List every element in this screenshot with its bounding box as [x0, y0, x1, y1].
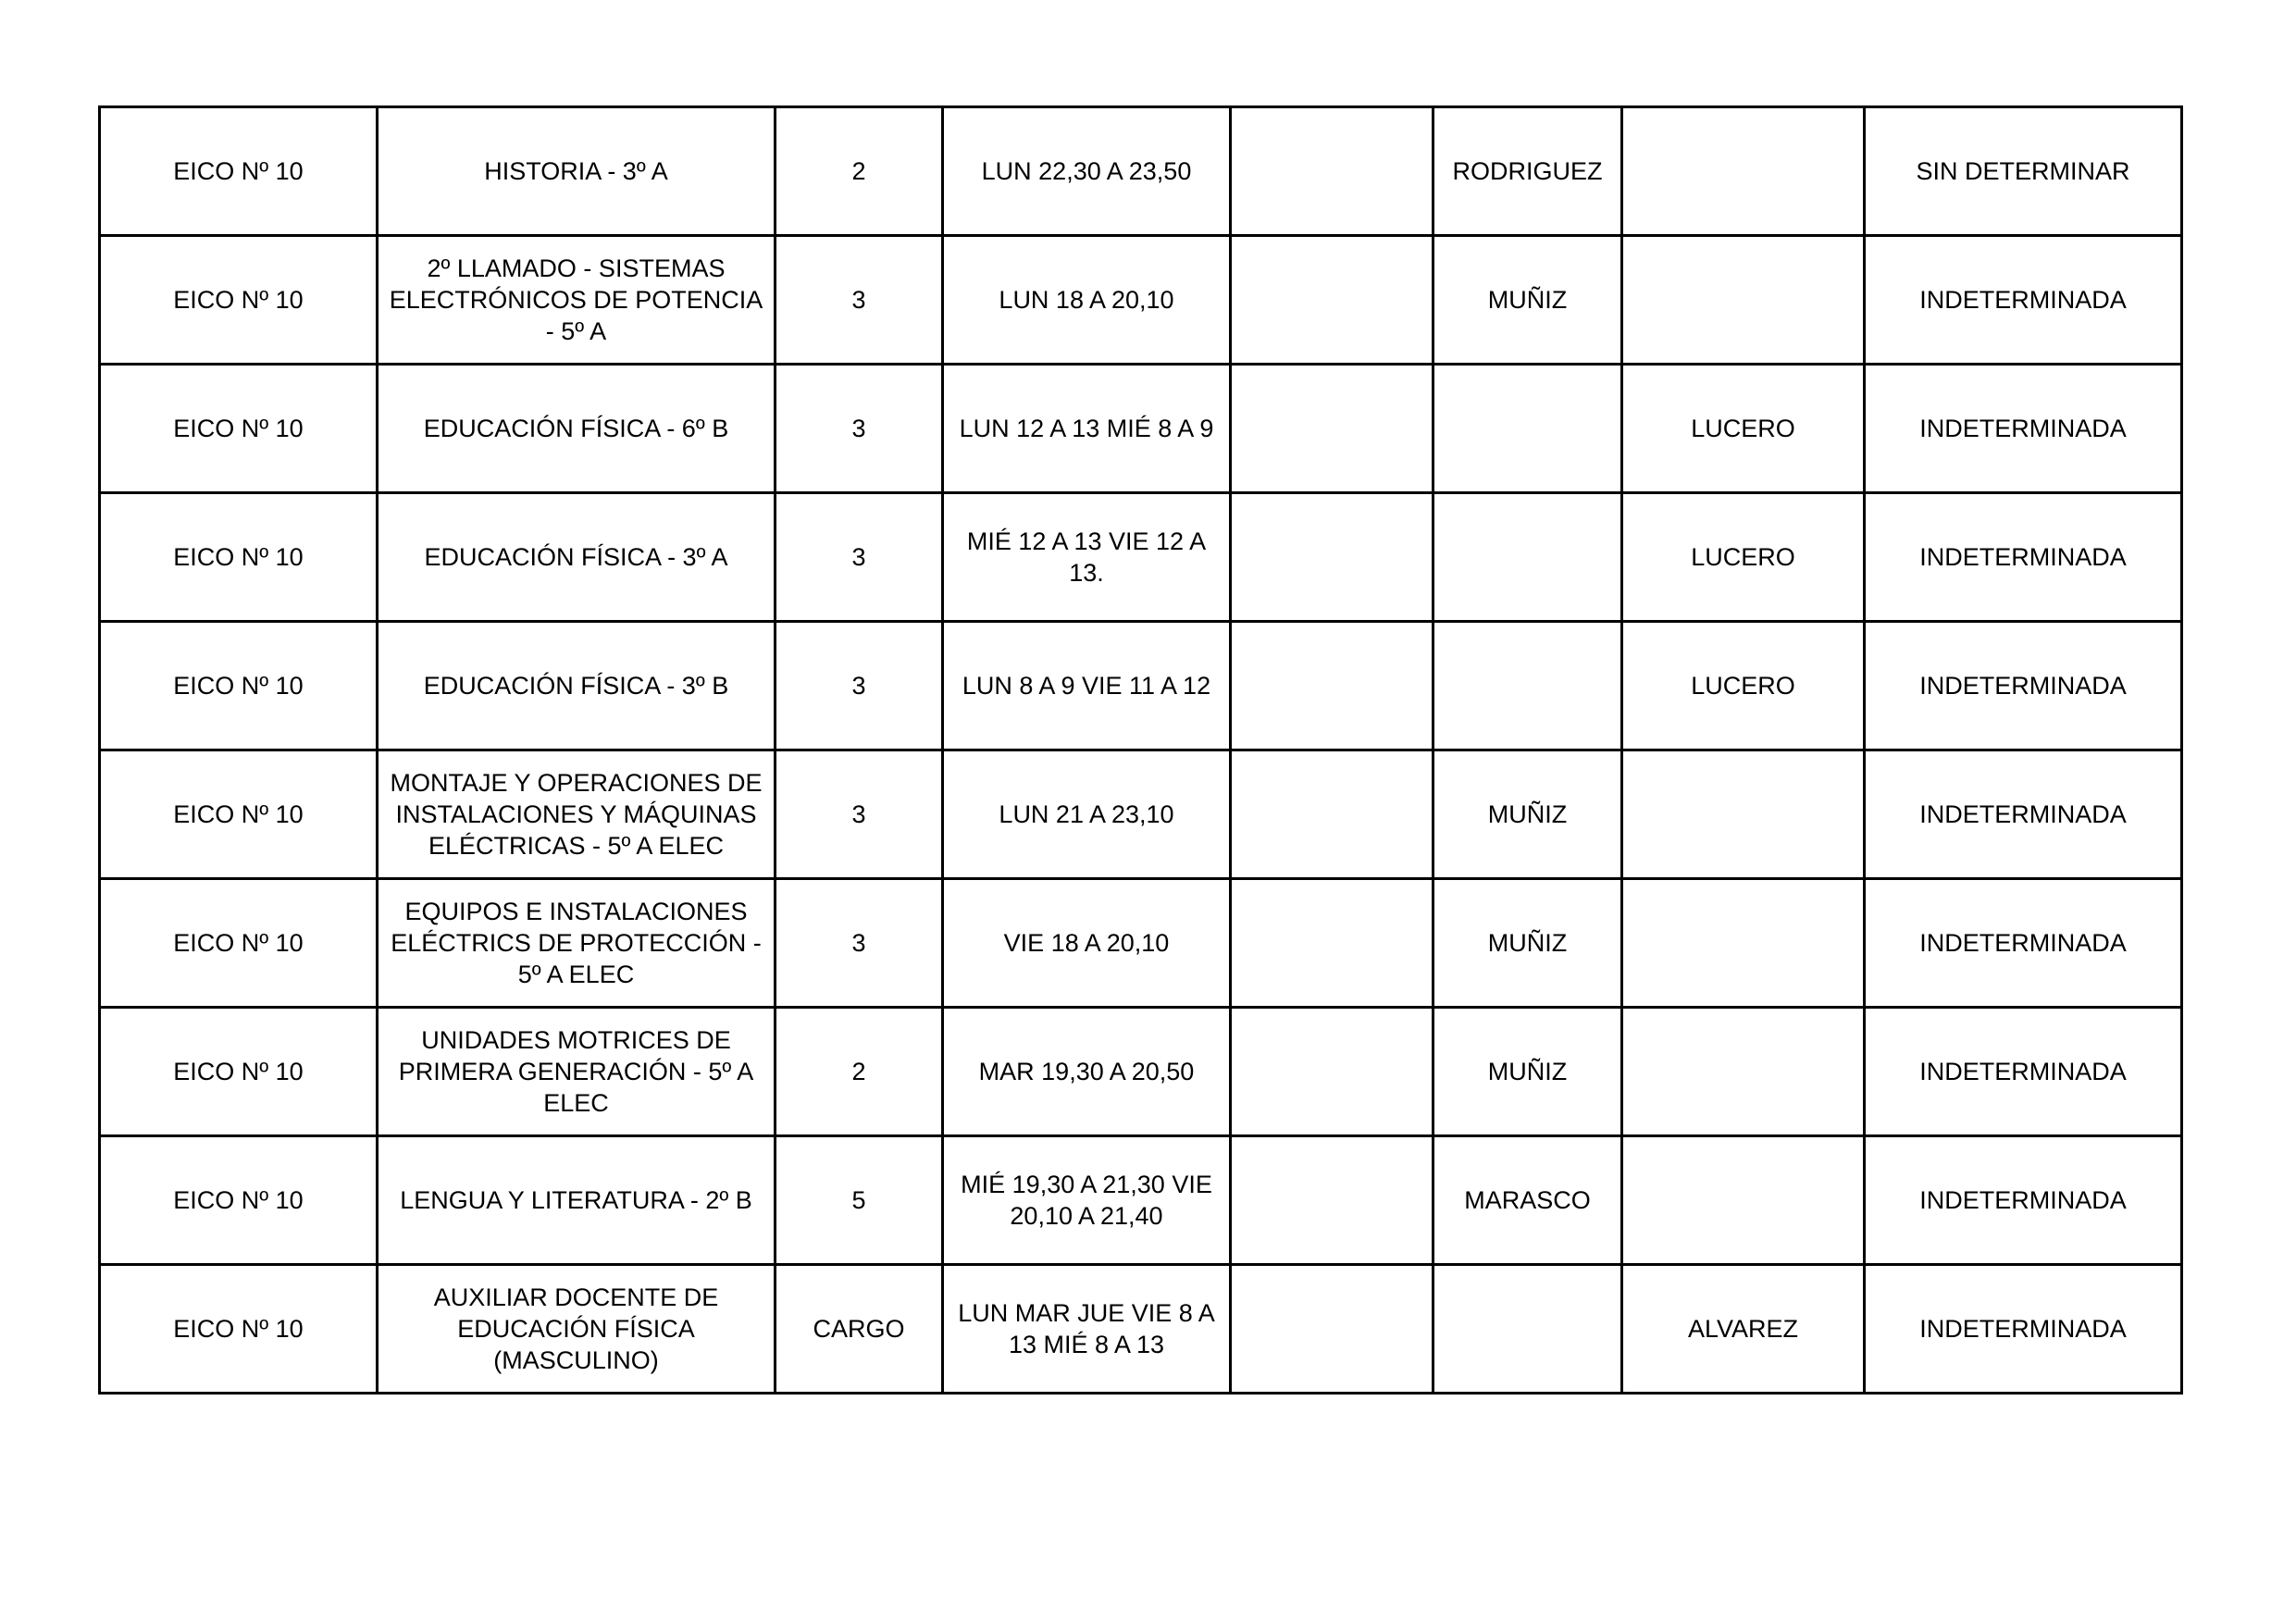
schedule-table: [98, 105, 2183, 1395]
substitute-cell: [1622, 1008, 1865, 1136]
substitute-cell: ALVAREZ: [1622, 1265, 1865, 1394]
hours-cell: 3: [776, 236, 943, 365]
subject-cell: EDUCACIÓN FÍSICA - 3º B: [378, 622, 776, 750]
school-cell: EICO Nº 10: [100, 1008, 378, 1136]
table-row: [100, 365, 2182, 493]
duration-cell: INDETERMINADA: [1865, 1008, 2182, 1136]
substitute-cell: LUCERO: [1622, 622, 1865, 750]
schedule-body: [100, 107, 2182, 1394]
schedule-cell: LUN 8 A 9 VIE 11 A 12: [943, 622, 1231, 750]
blank-cell: [1231, 493, 1433, 622]
blank-cell: [1231, 622, 1433, 750]
substitute-cell: LUCERO: [1622, 493, 1865, 622]
teacher-cell: RODRIGUEZ: [1433, 107, 1622, 236]
duration-cell: INDETERMINADA: [1865, 622, 2182, 750]
subject-cell: EDUCACIÓN FÍSICA - 3º A: [378, 493, 776, 622]
schedule-cell: LUN 22,30 A 23,50: [943, 107, 1231, 236]
substitute-cell: [1622, 1136, 1865, 1265]
duration-cell: INDETERMINADA: [1865, 750, 2182, 879]
blank-cell: [1231, 107, 1433, 236]
school-cell: EICO Nº 10: [100, 493, 378, 622]
schedule-cell: MAR 19,30 A 20,50: [943, 1008, 1231, 1136]
duration-cell: INDETERMINADA: [1865, 1265, 2182, 1394]
hours-cell: 3: [776, 750, 943, 879]
table-row: [100, 1265, 2182, 1394]
substitute-cell: [1622, 750, 1865, 879]
school-cell: EICO Nº 10: [100, 879, 378, 1008]
teacher-cell: MUÑIZ: [1433, 1008, 1622, 1136]
duration-cell: SIN DETERMINAR: [1865, 107, 2182, 236]
table-row: [100, 879, 2182, 1008]
blank-cell: [1231, 750, 1433, 879]
table-row: [100, 107, 2182, 236]
subject-cell: HISTORIA - 3º A: [378, 107, 776, 236]
schedule-cell: LUN 12 A 13 MIÉ 8 A 9: [943, 365, 1231, 493]
school-cell: EICO Nº 10: [100, 750, 378, 879]
schedule-cell: MIÉ 12 A 13 VIE 12 A 13.: [943, 493, 1231, 622]
school-cell: EICO Nº 10: [100, 365, 378, 493]
subject-cell: MONTAJE Y OPERACIONES DE INSTALACIONES Y MÁQUINAS ELÉCTRICAS - 5º A ELEC: [378, 750, 776, 879]
blank-cell: [1231, 1265, 1433, 1394]
subject-cell: EQUIPOS E INSTALACIONES ELÉCTRICS DE PROTECCIÓN - 5º A ELEC: [378, 879, 776, 1008]
duration-cell: INDETERMINADA: [1865, 1136, 2182, 1265]
schedule-cell: MIÉ 19,30 A 21,30 VIE 20,10 A 21,40: [943, 1136, 1231, 1265]
blank-cell: [1231, 1136, 1433, 1265]
teacher-cell: [1433, 622, 1622, 750]
table-row: [100, 622, 2182, 750]
blank-cell: [1231, 365, 1433, 493]
schedule-cell: LUN 18 A 20,10: [943, 236, 1231, 365]
hours-cell: 3: [776, 493, 943, 622]
subject-cell: LENGUA Y LITERATURA - 2º B: [378, 1136, 776, 1265]
hours-cell: 3: [776, 879, 943, 1008]
teacher-cell: MARASCO: [1433, 1136, 1622, 1265]
duration-cell: INDETERMINADA: [1865, 236, 2182, 365]
table-row: [100, 236, 2182, 365]
teacher-cell: [1433, 365, 1622, 493]
table-row: [100, 493, 2182, 622]
hours-cell: 2: [776, 1008, 943, 1136]
blank-cell: [1231, 236, 1433, 365]
hours-cell: 5: [776, 1136, 943, 1265]
school-cell: EICO Nº 10: [100, 622, 378, 750]
substitute-cell: [1622, 236, 1865, 365]
hours-cell: 3: [776, 622, 943, 750]
teacher-cell: MUÑIZ: [1433, 236, 1622, 365]
table-row: [100, 750, 2182, 879]
duration-cell: INDETERMINADA: [1865, 365, 2182, 493]
substitute-cell: [1622, 879, 1865, 1008]
schedule-cell: VIE 18 A 20,10: [943, 879, 1231, 1008]
table-row: [100, 1136, 2182, 1265]
substitute-cell: LUCERO: [1622, 365, 1865, 493]
subject-cell: 2º LLAMADO - SISTEMAS ELECTRÓNICOS DE POTENCIA - 5º A: [378, 236, 776, 365]
hours-cell: 3: [776, 365, 943, 493]
teacher-cell: [1433, 493, 1622, 622]
school-cell: EICO Nº 10: [100, 107, 378, 236]
teacher-cell: MUÑIZ: [1433, 879, 1622, 1008]
substitute-cell: [1622, 107, 1865, 236]
schedule-cell: LUN MAR JUE VIE 8 A 13 MIÉ 8 A 13: [943, 1265, 1231, 1394]
subject-cell: AUXILIAR DOCENTE DE EDUCACIÓN FÍSICA (MASCULINO): [378, 1265, 776, 1394]
teacher-cell: [1433, 1265, 1622, 1394]
school-cell: EICO Nº 10: [100, 236, 378, 365]
duration-cell: INDETERMINADA: [1865, 879, 2182, 1008]
hours-cell: CARGO: [776, 1265, 943, 1394]
subject-cell: UNIDADES MOTRICES DE PRIMERA GENERACIÓN - 5º A ELEC: [378, 1008, 776, 1136]
schedule-cell: LUN 21 A 23,10: [943, 750, 1231, 879]
hours-cell: 2: [776, 107, 943, 236]
table-row: [100, 1008, 2182, 1136]
school-cell: EICO Nº 10: [100, 1136, 378, 1265]
blank-cell: [1231, 879, 1433, 1008]
school-cell: EICO Nº 10: [100, 1265, 378, 1394]
blank-cell: [1231, 1008, 1433, 1136]
subject-cell: EDUCACIÓN FÍSICA - 6º B: [378, 365, 776, 493]
teacher-cell: MUÑIZ: [1433, 750, 1622, 879]
duration-cell: INDETERMINADA: [1865, 493, 2182, 622]
